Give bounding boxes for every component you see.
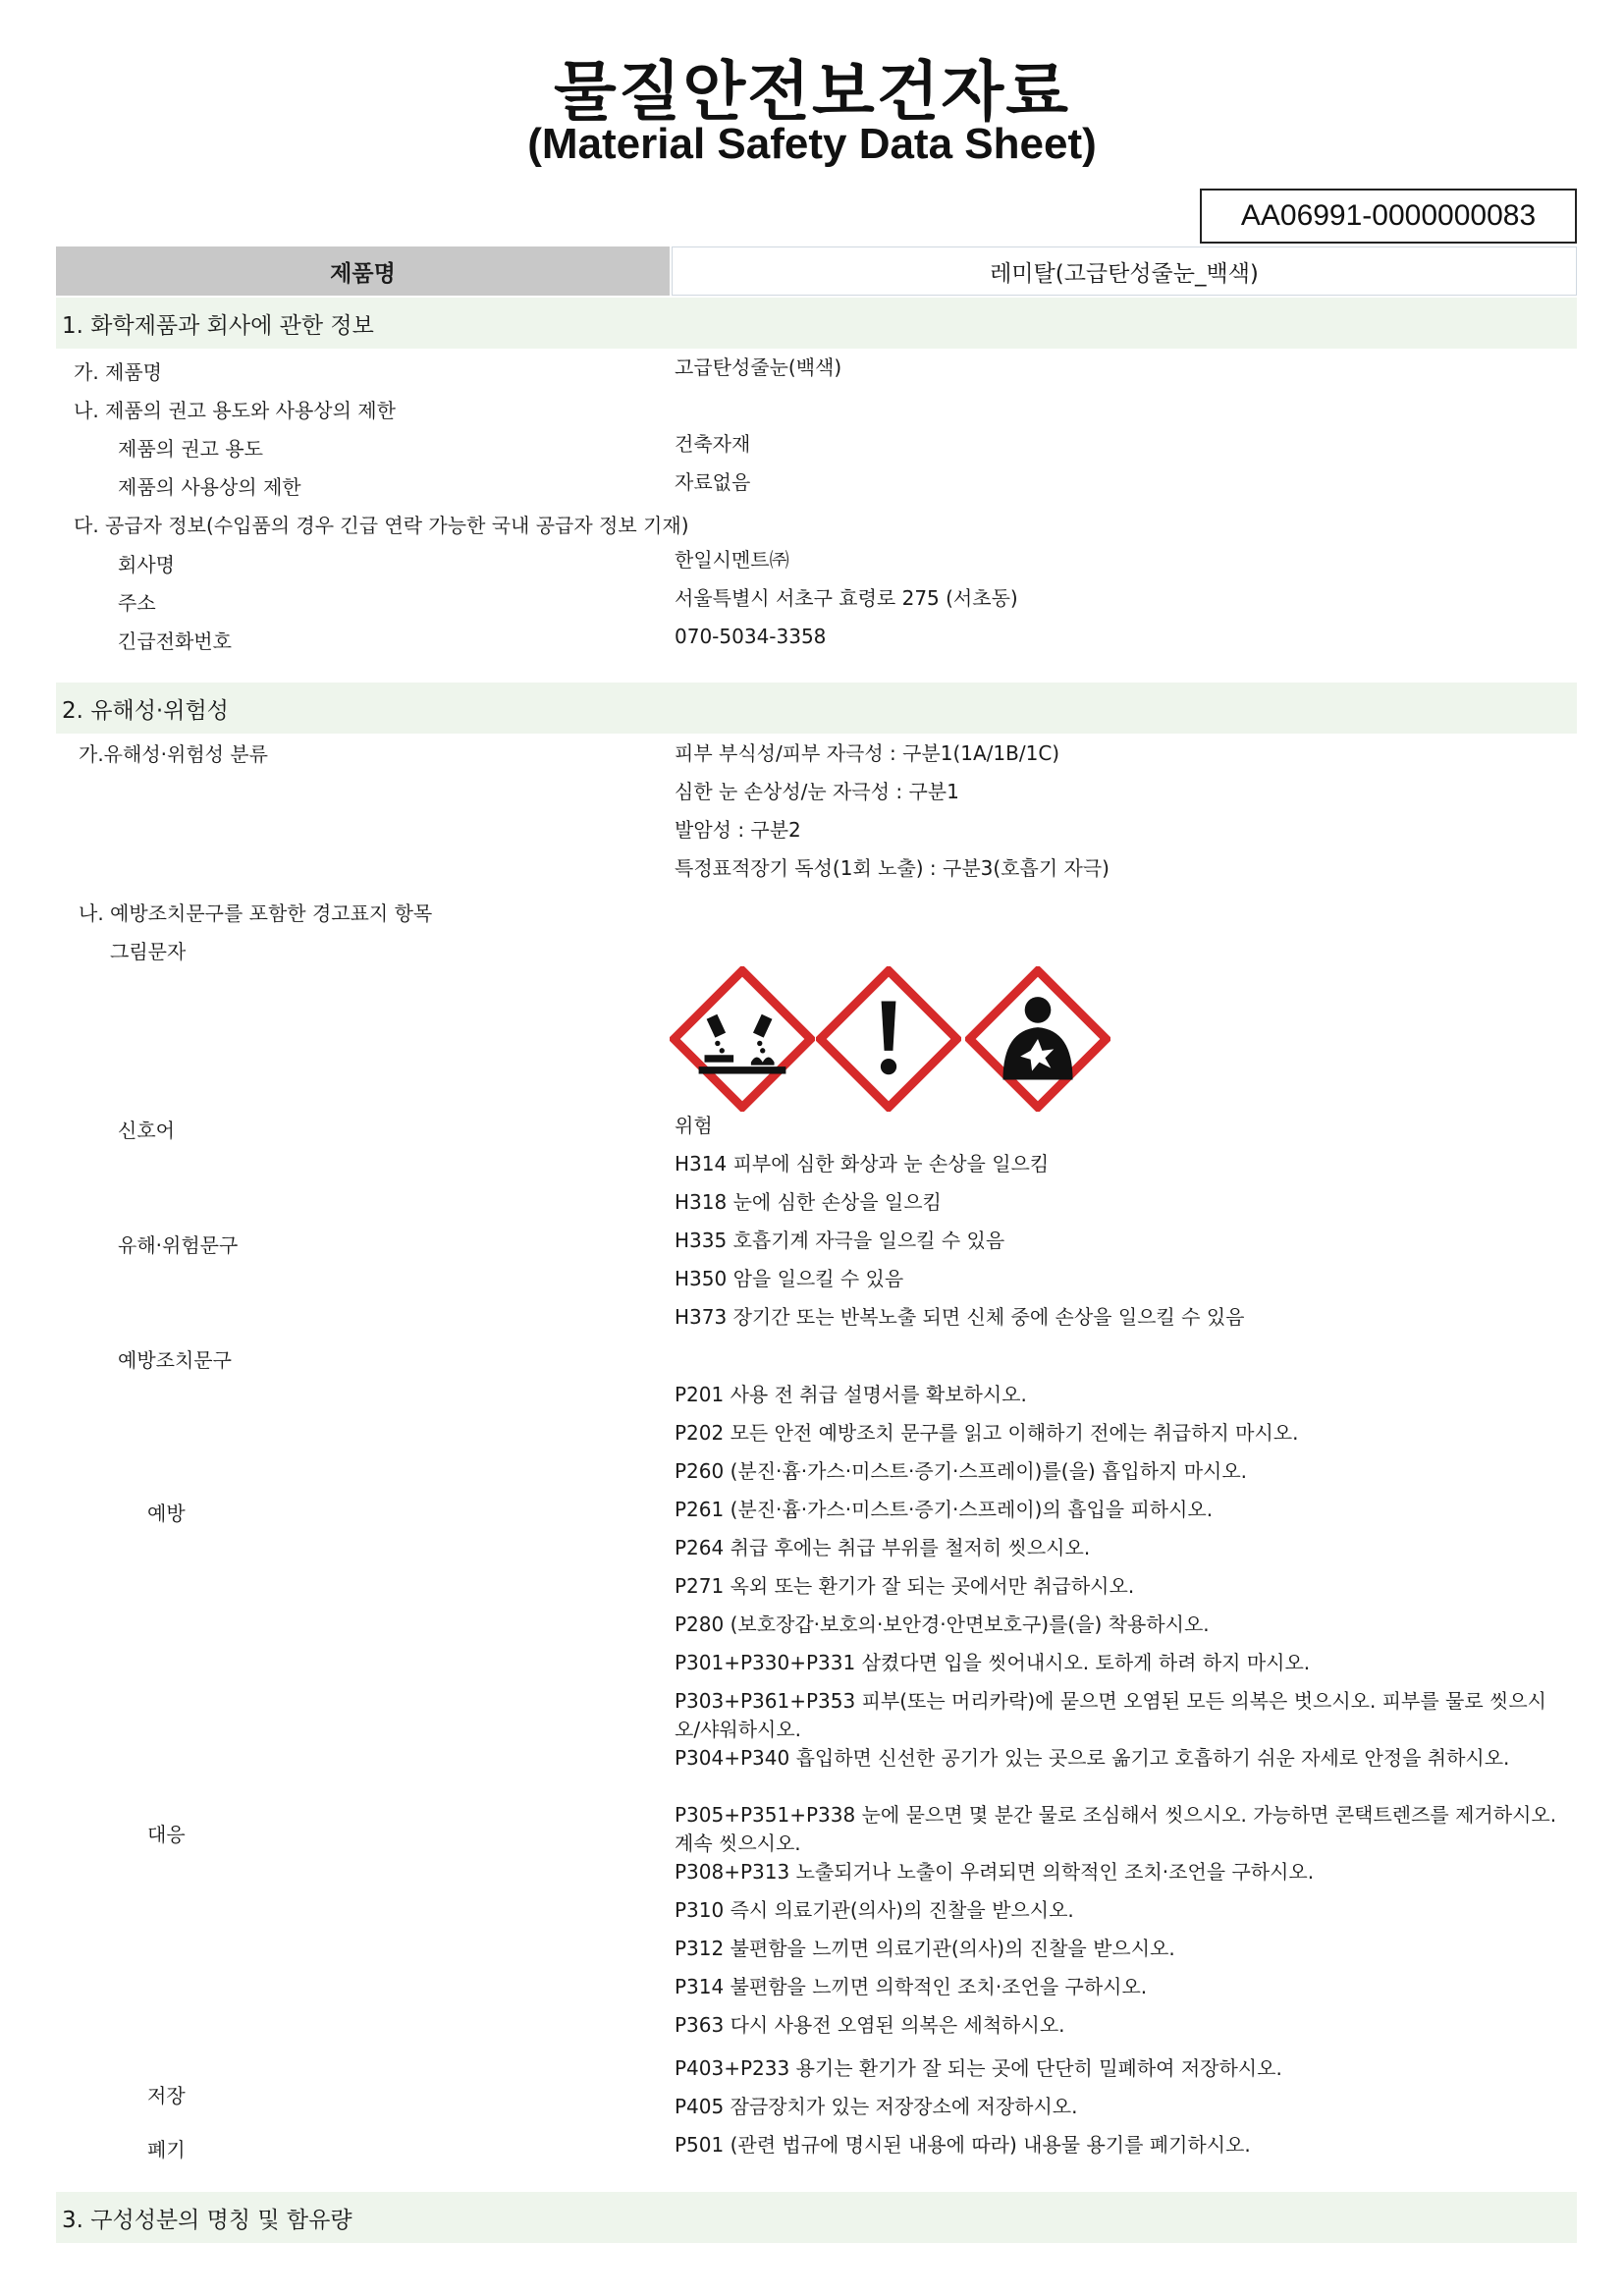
precaution-statement: P310 즉시 의료기관(의사)의 진찰을 받으시오.	[675, 1898, 1074, 1922]
response-list	[675, 1649, 1563, 2050]
precaution-statement: P403+P233 용기는 환기가 잘 되는 곳에 단단히 밀폐하여 저장하시오.	[675, 2056, 1282, 2080]
precaution-statement: P304+P340 흡입하면 신선한 공기가 있는 곳으로 옮기고 호흡하기 쉬운 자세로 안정을 취하시오.	[675, 1746, 1510, 1770]
hazard-statement: H350 암을 일으킬 수 있음	[675, 1267, 904, 1290]
hazard-classification-label: 가.유해성·위험성 분류	[79, 742, 268, 766]
corrosion-icon	[670, 966, 815, 1112]
document-title-korean: 물질안전보건자료	[553, 54, 1071, 130]
precaution-statement: P405 잠금장치가 있는 저장장소에 저장하시오.	[675, 2095, 1078, 2118]
storage-label: 저장	[147, 2084, 186, 2107]
section-2-header: 2. 유해성·위험성	[56, 683, 1577, 734]
classification-item: 발암성 : 구분2	[675, 818, 801, 842]
address-value: 서울특별시 서초구 효령로 275 (서초동)	[675, 586, 1018, 610]
exclamation-mark-icon	[816, 966, 961, 1112]
address-label: 주소	[118, 591, 156, 615]
signal-word-value: 위험	[675, 1114, 713, 1137]
precaution-statement: P301+P330+P331 삼켰다면 입을 씻어내시오. 토하게 하려 하지 마시오.	[675, 1651, 1311, 1674]
company-name-value: 한일시멘트㈜	[675, 548, 789, 572]
classification-item: 피부 부식성/피부 자극성 : 구분1(1A/1B/1C)	[675, 741, 1060, 765]
company-name-label: 회사명	[118, 553, 175, 576]
recommended-use-heading: 나. 제품의 권고 용도와 사용상의 제한	[74, 399, 396, 422]
precaution-statement: P501 (관련 법규에 명시된 내용에 따라) 내용물 용기를 폐기하시오.	[675, 2133, 1251, 2157]
precaution-statement: P314 불편함을 느끼면 의학적인 조치·조언을 구하시오.	[675, 1975, 1148, 1998]
document-id-box: AA06991-0000000083	[1200, 189, 1577, 244]
product-identifier-label: 가. 제품명	[74, 360, 162, 384]
hazard-classification-list	[675, 739, 1563, 893]
precaution-statement: P280 (보호장갑·보호의·보안경·안면보호구)를(을) 착용하시오.	[675, 1613, 1210, 1636]
prevention-label: 예방	[147, 1502, 186, 1525]
precaution-statement: P260 (분진·흄·가스·미스트·증기·스프레이)를(을) 흡입하지 마시오.	[675, 1459, 1248, 1483]
hazard-statement-list	[675, 1150, 1563, 1341]
label-elements-heading: 나. 예방조치문구를 포함한 경고표지 항목	[79, 902, 433, 925]
precaution-statement: P261 (분진·흄·가스·미스트·증기·스프레이)의 흡입을 피하시오.	[675, 1498, 1214, 1521]
emergency-phone-label: 긴급전화번호	[118, 629, 232, 653]
section-1-header: 1. 화학제품과 회사에 관한 정보	[56, 298, 1577, 349]
response-label: 대응	[147, 1823, 186, 1846]
disposal-label: 폐기	[147, 2138, 186, 2161]
hazard-statement: H373 장기간 또는 반복노출 되면 신체 중에 손상을 일으킬 수 있음	[675, 1305, 1245, 1329]
product-name-label: 제품명	[56, 246, 670, 296]
product-identifier-value: 고급탄성줄눈(백색)	[675, 355, 842, 379]
disposal-list	[675, 2131, 1563, 2169]
section-3-header: 3. 구성성분의 명칭 및 함유량	[56, 2192, 1577, 2243]
precaution-statement: P201 사용 전 취급 설명서를 확보하시오.	[675, 1383, 1027, 1406]
storage-list	[675, 2054, 1563, 2131]
hazard-statement: H314 피부에 심한 화상과 눈 손상을 일으킴	[675, 1152, 1050, 1175]
hazard-statement: H318 눈에 심한 손상을 일으킴	[675, 1190, 942, 1214]
precaution-statement: P303+P361+P353 피부(또는 머리카락)에 묻으면 오염된 모든 의복은 벗으시오. 피부를 물로 씻으시오/샤워하시오.	[675, 1689, 1546, 1741]
prevention-list	[675, 1381, 1563, 1649]
use-restriction-label: 제품의 사용상의 제한	[118, 475, 301, 499]
precaution-statement: P363 다시 사용전 오염된 의복은 세척하시오.	[675, 2013, 1065, 2037]
hazard-statement: H335 호흡기계 자극을 일으킬 수 있음	[675, 1229, 1005, 1252]
classification-item: 특정표적장기 독성(1회 노출) : 구분3(호흡기 자극)	[675, 856, 1110, 880]
product-name-value: 레미탈(고급탄성줄눈_백색)	[672, 246, 1577, 296]
precaution-statement: P271 옥외 또는 환기가 잘 되는 곳에서만 취급하시오.	[675, 1574, 1135, 1598]
pictogram-label: 그림문자	[110, 940, 187, 963]
precaution-statement: P312 불편함을 느끼면 의료기관(의사)의 진찰을 받으시오.	[675, 1937, 1175, 1960]
recommended-use-label: 제품의 권고 용도	[118, 437, 263, 461]
hazard-statement-label: 유해·위험문구	[118, 1233, 239, 1257]
precaution-statement: P202 모든 안전 예방조치 문구를 읽고 이해하기 전에는 취급하지 마시오.	[675, 1421, 1299, 1445]
signal-word-label: 신호어	[118, 1119, 175, 1142]
precautionary-statement-label: 예방조치문구	[118, 1348, 232, 1372]
health-hazard-icon	[965, 966, 1110, 1112]
emergency-phone-value: 070-5034-3358	[675, 625, 827, 648]
supplier-info-heading: 다. 공급자 정보(수입품의 경우 긴급 연락 가능한 국내 공급자 정보 기재)	[74, 514, 689, 537]
use-restriction-value: 자료없음	[675, 470, 751, 494]
recommended-use-value: 건축자재	[675, 432, 751, 456]
document-title-english: (Material Safety Data Sheet)	[527, 120, 1097, 168]
precaution-statement: P308+P313 노출되거나 노출이 우려되면 의학적인 조치·조언을 구하시오.	[675, 1860, 1315, 1884]
precaution-statement: P305+P351+P338 눈에 묻으면 몇 분간 물로 조심해서 씻으시오. 가능하면 콘택트렌즈를 제거하시오. 계속 씻으시오.	[675, 1803, 1557, 1855]
classification-item: 심한 눈 손상성/눈 자극성 : 구분1	[675, 780, 959, 803]
precaution-statement: P264 취급 후에는 취급 부위를 철저히 씻으시오.	[675, 1536, 1091, 1559]
